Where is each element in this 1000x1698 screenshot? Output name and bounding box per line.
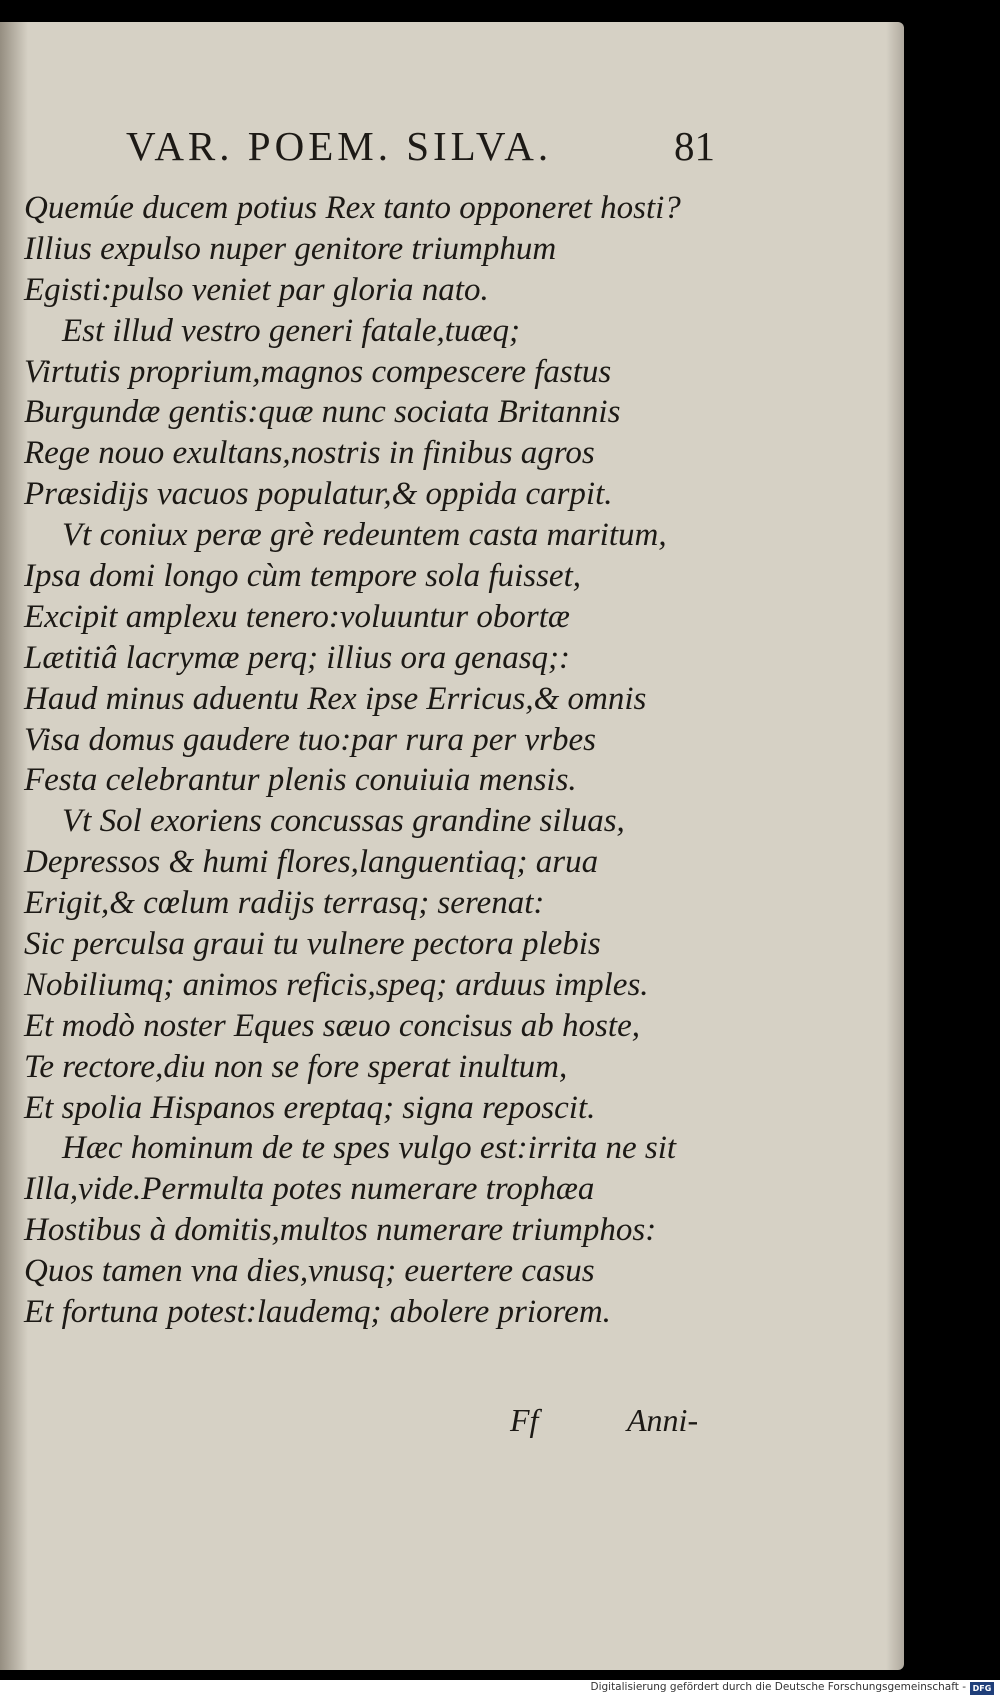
verse-line: Festa celebrantur plenis conuiuia mensis. [24, 762, 577, 799]
verse-line: Et modò noster Eques sæuo concisus ab hoste, [24, 1007, 640, 1044]
verse-line: Et spolia Hispanos ereptaq; signa reposcit. [24, 1089, 596, 1126]
catchword: Anni- [627, 1402, 699, 1438]
verse-line: Sic perculsa graui tu vulnere pectora plebis [24, 926, 601, 963]
verse-line: Est illud vestro generi fatale,tuæq; [62, 312, 520, 349]
verse-line: Te rectore,diu non se fore sperat inultum, [24, 1048, 568, 1085]
verse-line: Hostibus à domitis,multos numerare triumphos: [24, 1212, 657, 1249]
verse-line: Illius expulso nuper genitore triumphum [24, 230, 557, 267]
verse-line: Illa,vide.Permulta potes numerare trophæa [24, 1171, 595, 1208]
page-number: 81 [674, 123, 715, 169]
verse-line: Burgundæ gentis:quæ nunc sociata Britannis [24, 394, 621, 431]
verse-line: Quemúe ducem potius Rex tanto opponeret hosti? [24, 190, 681, 226]
verse-line: Haud minus aduentu Rex ipse Erricus,& omnis [24, 680, 647, 717]
verse-line: Depressos & humi flores,languentiaq; arua [24, 844, 599, 881]
verse-line: Egisti:pulso veniet par gloria nato. [24, 271, 489, 308]
verse-line: Visa domus gaudere tuo:par rura per vrbes [24, 721, 596, 758]
verse-line: Quos tamen vna dies,vnusq; euertere casus [24, 1253, 595, 1290]
verse-line: Vt Sol exoriens concussas grandine siluas, [62, 803, 625, 840]
dfg-logo: DFG [970, 1682, 994, 1695]
verse-line: Virtutis proprium,magnos compescere fastus [24, 353, 612, 390]
verse-line: Nobiliumq; animos reficis,speq; arduus imples. [24, 966, 649, 1003]
verse-line: Vt coniux peræ grè redeuntem casta maritum, [62, 517, 667, 554]
verse-line: Rege nouo exultans,nostris in finibus agros [24, 435, 595, 472]
book-page [0, 22, 904, 1670]
running-title: VAR. POEM. SILVA. [126, 123, 553, 169]
page-footer [510, 1402, 730, 1446]
verse-line: Erigit,& cœlum radijs terrasq; serenat: [24, 885, 545, 922]
verse-line: Hæc hominum de te spes vulgo est:irrita ne sit [62, 1130, 677, 1167]
credit-bar [0, 1680, 1000, 1698]
signature-mark: Ff [510, 1402, 539, 1438]
verse-line: Et fortuna potest:laudemq; abolere priorem. [24, 1294, 611, 1331]
verse-line: Præsidijs vacuos populatur,& oppida carpit. [24, 476, 613, 513]
poem-text-block [24, 188, 704, 1333]
verse-line: Ipsa domi longo cùm tempore sola fuisset, [24, 558, 581, 595]
verse-line: Excipit amplexu tenero:voluuntur obortæ [24, 598, 570, 635]
verse-line: Lætitiâ lacrymæ perq; illius ora genasq;: [24, 639, 571, 676]
funding-credit: Digitalisierung gefördert durch die Deutsche Forschungsgemeinschaft - [590, 1681, 966, 1693]
running-head [126, 122, 826, 178]
